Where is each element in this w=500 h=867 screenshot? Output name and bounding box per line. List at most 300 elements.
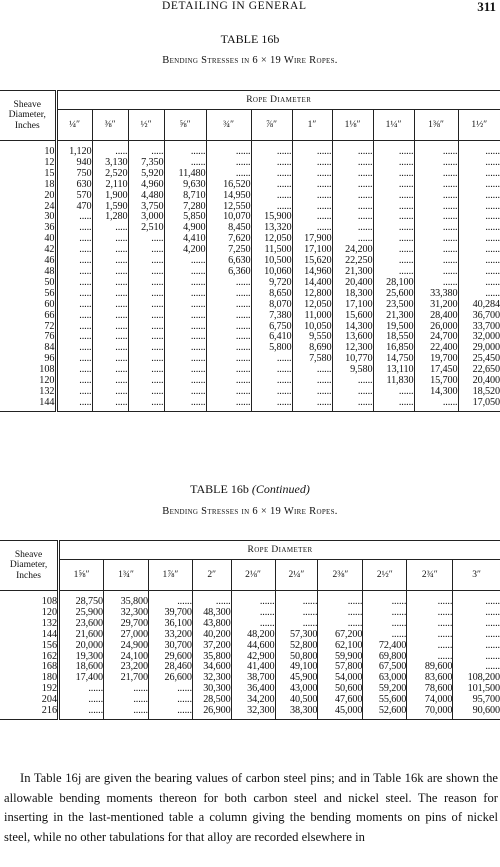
stress-value-cell: 6,630 xyxy=(206,256,251,267)
sheave-diameter-cell: 180 xyxy=(0,673,59,684)
stress-value-cell: 7,250 xyxy=(206,245,251,256)
stress-value-cell: ...... xyxy=(164,354,206,365)
stress-value-cell: ...... xyxy=(453,619,500,630)
stress-value-cell: 14,960 xyxy=(292,267,332,278)
stress-value-cell: 40,500 xyxy=(275,695,318,706)
stress-value-cell: 31,200 xyxy=(414,300,458,311)
stress-value-cell: 57,800 xyxy=(318,662,363,673)
stress-value-cell: ..... xyxy=(92,311,128,322)
page-number: 311 xyxy=(477,0,496,14)
sheave-diameter-cell: 144 xyxy=(0,630,59,641)
stress-value-cell: 16,520 xyxy=(206,180,251,191)
stress-value-cell: ..... xyxy=(128,332,164,343)
stress-value-cell: ...... xyxy=(251,387,292,398)
stress-value-cell: ...... xyxy=(363,619,407,630)
stress-value-cell: 12,300 xyxy=(332,343,373,354)
table-row xyxy=(0,608,500,619)
stress-value-cell: 35,800 xyxy=(192,652,231,663)
stress-value-cell: ...... xyxy=(251,147,292,158)
table2-title-continued: (Continued) xyxy=(251,482,310,496)
table2-column-header: 2½″ xyxy=(363,560,407,591)
sheave-diameter-cell: 132 xyxy=(0,619,59,630)
stress-value-cell: 12,050 xyxy=(251,234,292,245)
stress-value-cell: ..... xyxy=(128,300,164,311)
stress-value-cell: ...... xyxy=(292,223,332,234)
stress-value-cell: ...... xyxy=(407,619,453,630)
stress-value-cell: ..... xyxy=(79,309,92,321)
table1-subtitle: Bending Stresses in 6 × 19 Wire Ropes. xyxy=(162,55,338,66)
stress-value-cell: ...... xyxy=(292,212,332,223)
stress-value-cell: ..... xyxy=(79,375,92,387)
stress-value-cell: 24,200 xyxy=(332,245,373,256)
stress-value-cell: 49,100 xyxy=(275,662,318,673)
stress-value-cell: 59,200 xyxy=(363,684,407,695)
stress-value-cell: 28,750 xyxy=(75,596,104,607)
stress-value-cell: 6,360 xyxy=(206,267,251,278)
sheave-diameter-cell: 162 xyxy=(0,652,59,663)
table2-column-header: 2¾″ xyxy=(407,560,453,591)
table2-column-header: 2⅛″ xyxy=(231,560,275,591)
stress-value-cell: ...... xyxy=(292,158,332,169)
stress-value-cell: 74,000 xyxy=(407,695,453,706)
stress-value-cell: 22,650 xyxy=(458,365,500,376)
stress-value-cell: 67,500 xyxy=(363,662,407,673)
stress-value-cell: 101,500 xyxy=(453,684,500,695)
stress-value-cell: 12,800 xyxy=(292,289,332,300)
sheave-header-line: Diameter, xyxy=(8,110,46,121)
running-head xyxy=(0,0,500,16)
stress-value-cell: ...... xyxy=(458,147,500,158)
stress-value-cell: ...... xyxy=(251,180,292,191)
table1-column-header: 1¼″ xyxy=(373,110,414,141)
table1-column-header: ⅞″ xyxy=(251,110,292,141)
stress-value-cell: ...... xyxy=(458,180,500,191)
stress-value-cell: 83,600 xyxy=(407,673,453,684)
table-row xyxy=(0,398,500,409)
stress-value-cell: ...... xyxy=(414,398,458,409)
stress-value-cell: 22,250 xyxy=(332,256,373,267)
stress-value-cell: ...... xyxy=(332,234,373,245)
stress-value-cell: ..... xyxy=(79,222,92,234)
table-row xyxy=(0,191,500,202)
stress-value-cell: ..... xyxy=(92,278,128,289)
stress-value-cell: ...... xyxy=(206,322,251,333)
stress-value-cell: 7,580 xyxy=(292,354,332,365)
sheave-diameter-cell: 192 xyxy=(0,684,59,695)
stress-value-cell: ..... xyxy=(128,387,164,398)
stress-value-cell: ...... xyxy=(458,212,500,223)
stress-value-cell: ...... xyxy=(88,705,104,717)
stress-value-cell: ...... xyxy=(164,158,206,169)
stress-value-cell: 12,050 xyxy=(292,300,332,311)
stress-value-cell: ..... xyxy=(128,245,164,256)
sheave-diameter-cell: 204 xyxy=(0,695,59,706)
table2-sheave-header xyxy=(0,541,59,591)
stress-value-cell: 23,200 xyxy=(104,662,149,673)
stress-value-cell: 39,700 xyxy=(149,608,193,619)
stress-value-cell: 95,700 xyxy=(453,695,500,706)
stress-value-cell: 72,400 xyxy=(363,641,407,652)
stress-value-cell: ...... xyxy=(292,191,332,202)
stress-value-cell: 17,100 xyxy=(332,300,373,311)
stress-value-cell: ...... xyxy=(458,169,500,180)
stress-value-cell: 5,920 xyxy=(128,169,164,180)
stress-value-cell: ...... xyxy=(332,398,373,409)
stress-value-cell: ...... xyxy=(149,706,193,717)
stress-value-cell: ...... xyxy=(414,245,458,256)
stress-value-cell: 20,000 xyxy=(75,639,104,651)
table1-column-header: ¼″ xyxy=(68,120,81,130)
sheave-diameter-cell: 42 xyxy=(0,245,56,256)
stress-value-cell: 6,410 xyxy=(251,332,292,343)
sheave-diameter-cell: 15 xyxy=(0,169,56,180)
stress-value-cell: 40,200 xyxy=(192,630,231,641)
stress-value-cell: 19,700 xyxy=(414,354,458,365)
table2-column-header: 2¼″ xyxy=(275,560,318,591)
sheave-diameter-cell: 12 xyxy=(0,158,56,169)
sheave-diameter-cell: 20 xyxy=(0,191,56,202)
stress-value-cell: ..... xyxy=(79,244,92,256)
stress-value-cell: 33,700 xyxy=(458,322,500,333)
stress-value-cell: 14,300 xyxy=(332,322,373,333)
stress-value-cell: ...... xyxy=(458,256,500,267)
stress-value-cell: ...... xyxy=(458,278,500,289)
table1-column-header: ⅜″ xyxy=(92,110,128,141)
stress-value-cell: ...... xyxy=(458,223,500,234)
stress-value-cell: 15,900 xyxy=(251,212,292,223)
stress-value-cell: 15,700 xyxy=(414,376,458,387)
stress-value-cell: ..... xyxy=(92,300,128,311)
stress-value-cell: ...... xyxy=(373,267,414,278)
stress-value-cell: ...... xyxy=(414,212,458,223)
stress-value-cell: ...... xyxy=(332,387,373,398)
stress-value-cell: ...... xyxy=(453,641,500,652)
stress-value-cell: ...... xyxy=(206,343,251,354)
stress-value-cell: 4,960 xyxy=(128,180,164,191)
stress-value-cell: ..... xyxy=(79,342,92,354)
stress-value-cell: 25,600 xyxy=(373,289,414,300)
stress-value-cell: ...... xyxy=(164,278,206,289)
table1-column-header: ⅝″ xyxy=(164,110,206,141)
stress-value-cell: ...... xyxy=(373,158,414,169)
stress-value-cell: ...... xyxy=(206,158,251,169)
stress-value-cell: ...... xyxy=(373,223,414,234)
stress-value-cell: 30,700 xyxy=(149,641,193,652)
stress-value-cell: 7,280 xyxy=(164,202,206,213)
stress-value-cell: ...... xyxy=(231,619,275,630)
sheave-diameter-cell: 48 xyxy=(0,267,56,278)
stress-value-cell: 10,060 xyxy=(251,267,292,278)
table-row xyxy=(0,311,500,322)
stress-value-cell: ..... xyxy=(79,364,92,376)
stress-value-cell: ...... xyxy=(206,147,251,158)
stress-value-cell: ...... xyxy=(251,398,292,409)
stress-value-cell: ..... xyxy=(92,234,128,245)
stress-value-cell: 47,600 xyxy=(318,695,363,706)
stress-value-cell: ...... xyxy=(318,619,363,630)
stress-value-cell: ...... xyxy=(104,695,149,706)
stress-value-cell: 70,000 xyxy=(407,706,453,717)
table1-column-header: 1⅜″ xyxy=(414,110,458,141)
stress-value-cell: 16,850 xyxy=(373,343,414,354)
stress-value-cell: ..... xyxy=(128,289,164,300)
stress-value-cell: ...... xyxy=(332,147,373,158)
sheave-diameter-cell: 10 xyxy=(0,147,56,158)
table2-column-header: 2″ xyxy=(192,560,231,591)
stress-value-cell: 50,600 xyxy=(318,684,363,695)
sheave-diameter-cell: 66 xyxy=(0,311,56,322)
stress-value-cell: 6,750 xyxy=(251,322,292,333)
table-row xyxy=(0,641,500,652)
sheave-diameter-cell: 156 xyxy=(0,641,59,652)
stress-value-cell: 11,500 xyxy=(251,245,292,256)
table-row xyxy=(0,597,500,608)
stress-value-cell: ...... xyxy=(251,169,292,180)
stress-value-cell: 52,600 xyxy=(363,706,407,717)
stress-value-cell: ...... xyxy=(275,597,318,608)
stress-value-cell: 26,000 xyxy=(414,322,458,333)
table2-column-header: 1⅞″ xyxy=(149,560,193,591)
stress-value-cell: 32,300 xyxy=(231,706,275,717)
stress-value-cell: ...... xyxy=(231,608,275,619)
stress-value-cell: ...... xyxy=(332,191,373,202)
stress-value-cell: ...... xyxy=(292,398,332,409)
stress-value-cell: 69,800 xyxy=(363,652,407,663)
stress-value-cell: ...... xyxy=(453,597,500,608)
stress-value-cell: ...... xyxy=(458,191,500,202)
stress-value-cell: 15,620 xyxy=(292,256,332,267)
stress-value-cell: 10,070 xyxy=(206,212,251,223)
stress-value-cell: 12,550 xyxy=(206,202,251,213)
stress-value-cell: 20,400 xyxy=(458,376,500,387)
stress-value-cell: ..... xyxy=(92,267,128,278)
table1-column-header: 1½″ xyxy=(458,110,500,141)
stress-value-cell: 3,130 xyxy=(92,158,128,169)
stress-value-cell: 9,630 xyxy=(164,180,206,191)
stress-value-cell: ...... xyxy=(414,147,458,158)
stress-value-cell: 43,000 xyxy=(275,684,318,695)
stress-value-cell: 18,520 xyxy=(458,387,500,398)
stress-value-cell: 29,600 xyxy=(149,652,193,663)
stress-value-cell: 22,400 xyxy=(414,343,458,354)
stress-value-cell: 55,600 xyxy=(363,695,407,706)
stress-value-cell: ...... xyxy=(414,169,458,180)
stress-value-cell: 13,110 xyxy=(373,365,414,376)
table1-title: TABLE 16b xyxy=(220,32,280,46)
stress-value-cell: 28,400 xyxy=(414,311,458,322)
sheave-diameter-cell: 120 xyxy=(0,376,56,387)
stress-value-cell: 13,600 xyxy=(332,332,373,343)
stress-value-cell: 14,400 xyxy=(292,278,332,289)
stress-value-cell: 27,000 xyxy=(104,630,149,641)
stress-value-cell: 23,500 xyxy=(373,300,414,311)
sheave-diameter-cell: 84 xyxy=(0,343,56,354)
stress-value-cell: ..... xyxy=(92,387,128,398)
stress-value-cell: ..... xyxy=(79,331,92,343)
stress-value-cell: 36,400 xyxy=(231,684,275,695)
stress-value-cell: ...... xyxy=(164,365,206,376)
stress-value-cell: ...... xyxy=(206,365,251,376)
stress-value-cell: ...... xyxy=(414,191,458,202)
stress-value-cell: ...... xyxy=(164,332,206,343)
stress-value-cell: 48,300 xyxy=(192,608,231,619)
stress-value-cell: ...... xyxy=(332,169,373,180)
table2-subtitle: Bending Stresses in 6 × 19 Wire Ropes. xyxy=(162,506,338,517)
stress-value-cell: 36,100 xyxy=(149,619,193,630)
stress-value-cell: ...... xyxy=(206,398,251,409)
stress-value-cell: 78,600 xyxy=(407,684,453,695)
stress-value-cell: ...... xyxy=(206,354,251,365)
stress-value-cell: ..... xyxy=(128,398,164,409)
table1-sheave-header xyxy=(0,91,56,141)
stress-value-cell: ...... xyxy=(206,300,251,311)
body-paragraph: In Table 16j are given the bearing values of carbon steel pins; and in Table 16k are shown the allowable bending moments thereon for both carbon steel and nickel steel. The reason for inserting in the last-mentioned table a column giving the bending moments on pins of nickel steel, while no other tabulations for that alloy are recorded elsewhere in xyxy=(4,771,498,844)
sheave-diameter-cell: 50 xyxy=(0,278,56,289)
stress-value-cell: 17,900 xyxy=(292,234,332,245)
stress-value-cell: ..... xyxy=(79,298,92,310)
stress-value-cell: ...... xyxy=(414,234,458,245)
stress-value-cell: ...... xyxy=(231,597,275,608)
stress-value-cell: ...... xyxy=(206,278,251,289)
table-row xyxy=(0,300,500,311)
stress-value-cell: ...... xyxy=(363,608,407,619)
stress-value-cell: ...... xyxy=(164,289,206,300)
stress-value-cell: ..... xyxy=(128,278,164,289)
stress-value-cell: ...... xyxy=(332,223,373,234)
stress-value-cell: 9,550 xyxy=(292,332,332,343)
stress-value-cell: 108,200 xyxy=(453,673,500,684)
table2-column-header: 2⅜″ xyxy=(318,560,363,591)
stress-value-cell: ..... xyxy=(79,255,92,267)
stress-value-cell: ...... xyxy=(414,267,458,278)
stress-value-cell: ...... xyxy=(275,608,318,619)
stress-value-cell: ...... xyxy=(458,158,500,169)
stress-value-cell: 38,700 xyxy=(231,673,275,684)
stress-value-cell: 24,900 xyxy=(104,641,149,652)
stress-value-cell: 11,830 xyxy=(373,376,414,387)
stress-value-cell: 36,700 xyxy=(458,311,500,322)
stress-value-cell: ...... xyxy=(206,169,251,180)
stress-value-cell: ...... xyxy=(251,191,292,202)
stress-value-cell: ..... xyxy=(128,343,164,354)
stress-value-cell: ..... xyxy=(92,256,128,267)
stress-value-cell: ..... xyxy=(92,398,128,409)
table2-title xyxy=(0,482,500,497)
stress-value-cell: 29,700 xyxy=(104,619,149,630)
stress-value-cell: ...... xyxy=(206,332,251,343)
stress-value-cell: 9,720 xyxy=(251,278,292,289)
table2-column-header: 3″ xyxy=(453,560,500,591)
stress-value-cell: 37,200 xyxy=(192,641,231,652)
stress-value-cell: 18,300 xyxy=(332,289,373,300)
stress-value-cell: ...... xyxy=(318,597,363,608)
sheave-diameter-cell: 46 xyxy=(0,256,56,267)
stress-value-cell: ..... xyxy=(92,343,128,354)
stress-value-cell: ...... xyxy=(373,180,414,191)
stress-value-cell: 28,500 xyxy=(192,695,231,706)
table2-group-header: Rope Diameter xyxy=(59,541,500,560)
stress-value-cell: ...... xyxy=(275,619,318,630)
stress-value-cell: ...... xyxy=(414,278,458,289)
stress-value-cell: 23,600 xyxy=(75,617,104,629)
stress-value-cell: 45,000 xyxy=(318,706,363,717)
stress-value-cell: 24,700 xyxy=(414,332,458,343)
stress-value-cell: 11,000 xyxy=(292,311,332,322)
stress-value-cell: ...... xyxy=(373,245,414,256)
stress-value-cell: 5,850 xyxy=(164,212,206,223)
table-row xyxy=(0,180,500,191)
sheave-diameter-cell: 144 xyxy=(0,398,56,409)
sheave-diameter-cell: 108 xyxy=(0,365,56,376)
stress-value-cell: 940 xyxy=(76,156,92,168)
stress-value-cell: ..... xyxy=(79,320,92,332)
stress-value-cell: 17,450 xyxy=(414,365,458,376)
stress-value-cell: 10,050 xyxy=(292,322,332,333)
table-row xyxy=(0,630,500,641)
stress-value-cell: ...... xyxy=(164,267,206,278)
stress-value-cell: ...... xyxy=(292,169,332,180)
stress-value-cell: ...... xyxy=(164,376,206,387)
stress-value-cell: 7,350 xyxy=(128,158,164,169)
stress-value-cell: ...... xyxy=(453,608,500,619)
sheave-header-line: Inches xyxy=(14,120,40,131)
table2-column-headers xyxy=(0,560,500,591)
stress-value-cell: 33,200 xyxy=(149,630,193,641)
stress-value-cell: 63,000 xyxy=(363,673,407,684)
stress-value-cell: ...... xyxy=(373,169,414,180)
stress-value-cell: 8,070 xyxy=(251,300,292,311)
stress-value-cell: 89,600 xyxy=(407,662,453,673)
table1-group-header: Rope Diameter xyxy=(56,91,500,110)
stress-value-cell: ..... xyxy=(92,354,128,365)
stress-value-cell: ..... xyxy=(128,147,164,158)
stress-value-cell: ..... xyxy=(79,276,92,288)
stress-value-cell: 11,480 xyxy=(164,169,206,180)
sheave-diameter-cell: 24 xyxy=(0,202,56,213)
stress-value-cell: ..... xyxy=(128,267,164,278)
stress-value-cell: ...... xyxy=(373,202,414,213)
stress-value-cell: ..... xyxy=(79,233,92,245)
sheave-diameter-cell: 120 xyxy=(0,608,59,619)
stress-value-cell: ..... xyxy=(79,211,92,223)
sheave-diameter-cell: 40 xyxy=(0,234,56,245)
stress-value-cell: ..... xyxy=(128,354,164,365)
stress-value-cell: 57,300 xyxy=(275,630,318,641)
stress-value-cell: 54,000 xyxy=(318,673,363,684)
sheave-header-line: Diameter, xyxy=(9,560,48,571)
stress-value-cell: ...... xyxy=(373,256,414,267)
stress-value-cell: 19,500 xyxy=(373,322,414,333)
stress-value-cell: ..... xyxy=(92,376,128,387)
stress-value-cell: ...... xyxy=(318,608,363,619)
stress-value-cell: 2,510 xyxy=(128,223,164,234)
stress-value-cell: 2,110 xyxy=(92,180,128,191)
table1-column-header: ¾″ xyxy=(206,110,251,141)
stress-value-cell: 470 xyxy=(76,200,92,212)
stress-value-cell: 32,300 xyxy=(192,673,231,684)
stress-value-cell: 50,800 xyxy=(275,652,318,663)
stress-value-cell: ...... xyxy=(407,641,453,652)
table1 xyxy=(0,90,500,412)
stress-value-cell: ...... xyxy=(292,387,332,398)
stress-value-cell: 4,410 xyxy=(164,234,206,245)
stress-value-cell: 630 xyxy=(76,178,92,190)
stress-value-cell: ..... xyxy=(128,234,164,245)
stress-value-cell: 24,100 xyxy=(104,652,149,663)
stress-value-cell: 7,620 xyxy=(206,234,251,245)
stress-value-cell: 26,900 xyxy=(192,706,231,717)
stress-value-cell: ..... xyxy=(92,289,128,300)
